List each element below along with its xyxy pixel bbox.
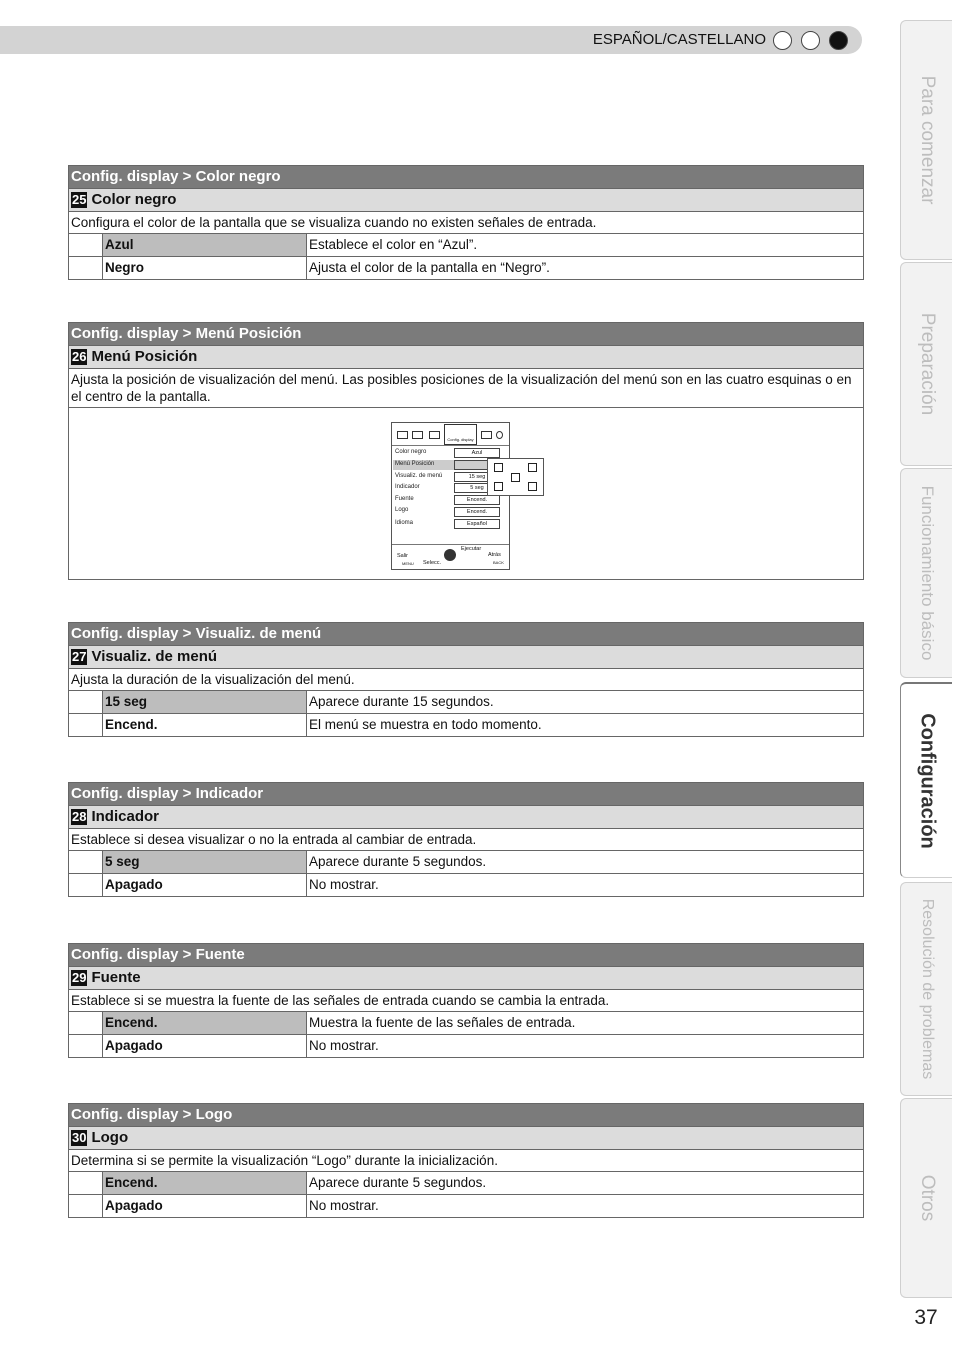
section-subtitle — [69, 189, 863, 212]
osd-tab-bar — [392, 423, 509, 446]
subtitle-text: Logo — [91, 1129, 129, 1146]
option-description: Establece el color en “Azul”. — [309, 237, 478, 252]
position-popup — [487, 458, 544, 496]
option-description: Ajusta el color de la pantalla en “Negro”. — [309, 260, 550, 275]
tab-label: Preparación — [916, 312, 938, 416]
tab-preparacion[interactable] — [900, 262, 952, 466]
position-top-left-icon — [494, 463, 503, 472]
option-description: Aparece durante 5 segundos. — [309, 854, 487, 869]
section-fuente — [68, 943, 864, 1058]
osd-menu-key: MENU — [402, 561, 414, 566]
subtitle-text: Fuente — [91, 969, 141, 986]
option-indent — [69, 851, 103, 873]
section-title: Config. display > Visualiz. de menú — [69, 623, 863, 646]
osd-row-label: Color negro — [395, 449, 427, 455]
osd-row-label: Fuente — [395, 496, 414, 502]
item-number: 26 — [72, 349, 87, 364]
tab-label: Configuración — [916, 712, 938, 849]
osd-tab-config-display: Config. display — [444, 424, 477, 445]
osd-row-label: Indicador — [395, 484, 420, 490]
item-number: 30 — [72, 1130, 87, 1145]
circle-icon — [801, 31, 820, 50]
section-title: Config. display > Logo — [69, 1104, 863, 1127]
section-description: Configura el color de la pantalla que se visualiza cuando no existen señales de entrada. — [69, 212, 863, 234]
osd-menu — [391, 422, 510, 570]
option-indent — [69, 257, 103, 279]
section-subtitle — [69, 967, 863, 990]
osd-row-value: Azul — [454, 448, 500, 458]
section-description: Establece si desea visualizar o no la entrada al cambiar de entrada. — [69, 829, 863, 851]
tab-resolucion-de-problemas[interactable] — [900, 882, 952, 1096]
option-name: Apagado — [103, 1035, 307, 1057]
item-number: 28 — [72, 809, 87, 824]
section-logo — [68, 1103, 864, 1218]
option-indent — [69, 691, 103, 713]
section-title: Config. display > Color negro — [69, 166, 863, 189]
option-row — [69, 851, 863, 874]
section-subtitle — [69, 346, 863, 369]
osd-row-label: Logo — [395, 507, 409, 513]
subtitle-text: Visualiz. de menú — [91, 648, 218, 665]
position-center-icon — [511, 473, 520, 482]
option-name: Encend. — [103, 1172, 307, 1194]
section-subtitle — [69, 806, 863, 829]
section-title: Config. display > Fuente — [69, 944, 863, 967]
header-bar — [0, 26, 862, 54]
position-bottom-left-icon — [494, 482, 503, 491]
option-name: Encend. — [103, 1012, 307, 1034]
filled-circle-icon — [829, 31, 848, 50]
tab-funcionamiento-basico[interactable] — [900, 468, 952, 678]
option-name: 15 seg — [103, 691, 307, 713]
tab-label: Otros — [916, 1174, 938, 1222]
osd-row-value: Español — [454, 519, 500, 529]
tab-configuracion[interactable] — [900, 682, 952, 878]
tab-label: Para comenzar — [916, 75, 938, 205]
option-name: Azul — [103, 234, 307, 256]
picture-icon — [397, 431, 408, 439]
option-row — [69, 714, 863, 736]
option-description: No mostrar. — [309, 877, 379, 892]
subtitle-text: Color negro — [91, 191, 177, 208]
option-row — [69, 257, 863, 279]
option-description: No mostrar. — [309, 1038, 379, 1053]
option-indent — [69, 1172, 103, 1194]
input-icon — [429, 431, 440, 439]
option-name: Apagado — [103, 1195, 307, 1217]
section-menu-posicion — [68, 322, 864, 580]
language-label: ESPAÑOL/CASTELLANO — [592, 31, 766, 48]
menu-illustration — [69, 408, 863, 579]
option-name: Apagado — [103, 874, 307, 896]
osd-exit-label: Salir — [397, 553, 409, 559]
osd-row-value: Encend. — [454, 495, 500, 505]
tab-otros[interactable] — [900, 1098, 952, 1298]
option-row — [69, 1195, 863, 1217]
option-name: 5 seg — [103, 851, 307, 873]
option-indent — [69, 1195, 103, 1217]
option-indent — [69, 714, 103, 736]
tab-label: Resolución de problemas — [918, 898, 936, 1080]
option-indent — [69, 1035, 103, 1057]
option-description: Aparece durante 15 segundos. — [309, 694, 494, 709]
option-row — [69, 1012, 863, 1035]
section-title: Config. display > Indicador — [69, 783, 863, 806]
option-row — [69, 691, 863, 714]
section-title: Config. display > Menú Posición — [69, 323, 863, 346]
position-top-right-icon — [528, 463, 537, 472]
setup-icon — [481, 431, 492, 439]
option-description: El menú se muestra en todo momento. — [309, 717, 542, 732]
subtitle-text: Indicador — [91, 808, 159, 825]
tab-para-comenzar[interactable] — [900, 20, 952, 260]
chapter-tabs — [900, 0, 954, 1350]
section-indicador — [68, 782, 864, 897]
circle-icon — [773, 31, 792, 50]
option-name: Encend. — [103, 714, 307, 736]
osd-back-label: Atrás — [488, 552, 501, 558]
section-description: Establece si se muestra la fuente de las señales de entrada cuando se cambia la entrada. — [69, 990, 863, 1012]
section-color-negro — [68, 165, 864, 280]
option-description: Muestra la fuente de las señales de entrada. — [309, 1015, 576, 1030]
section-subtitle — [69, 646, 863, 669]
osd-back-key: BACK — [493, 560, 504, 565]
osd-footer — [392, 544, 509, 569]
section-description: Ajusta la posición de visualización del menú. Las posibles posiciones de la visualización del menú son en las cuatro esquinas o en el centro de la pantalla. — [69, 369, 863, 408]
option-description: Aparece durante 5 segundos. — [309, 1175, 487, 1190]
option-indent — [69, 234, 103, 256]
option-indent — [69, 874, 103, 896]
option-row — [69, 1172, 863, 1195]
item-number: 29 — [72, 970, 87, 985]
adjust-icon — [412, 431, 423, 439]
subtitle-text: Menú Posición — [91, 348, 198, 365]
option-row — [69, 1035, 863, 1057]
page-number: 37 — [914, 1306, 938, 1329]
osd-row-label: Menú Posición — [395, 461, 435, 467]
osd-row-value: 5 seg — [454, 483, 500, 493]
option-description: No mostrar. — [309, 1198, 379, 1213]
osd-row-value: Encend. — [454, 507, 500, 517]
osd-select-label: Selecc. — [423, 560, 442, 566]
item-number: 27 — [72, 649, 87, 664]
tab-label: Funcionamiento básico — [917, 485, 937, 661]
option-row — [69, 874, 863, 896]
section-description: Ajusta la duración de la visualización del menú. — [69, 669, 863, 691]
osd-row-label: Idioma — [395, 520, 414, 526]
option-indent — [69, 1012, 103, 1034]
item-number: 25 — [72, 192, 87, 207]
option-name: Negro — [103, 257, 307, 279]
osd-row-value: 15 seg — [454, 472, 500, 482]
osd-row-label: Visualiz. de menú — [395, 473, 443, 479]
info-icon — [496, 431, 503, 439]
section-visualiz-de-menu — [68, 622, 864, 737]
osd-execute-label: Ejecutar — [461, 546, 482, 552]
section-description: Determina si se permite la visualización “Logo” durante la inicialización. — [69, 1150, 863, 1172]
dpad-icon — [444, 549, 456, 561]
section-subtitle — [69, 1127, 863, 1150]
position-bottom-right-icon — [528, 482, 537, 491]
option-row — [69, 234, 863, 257]
